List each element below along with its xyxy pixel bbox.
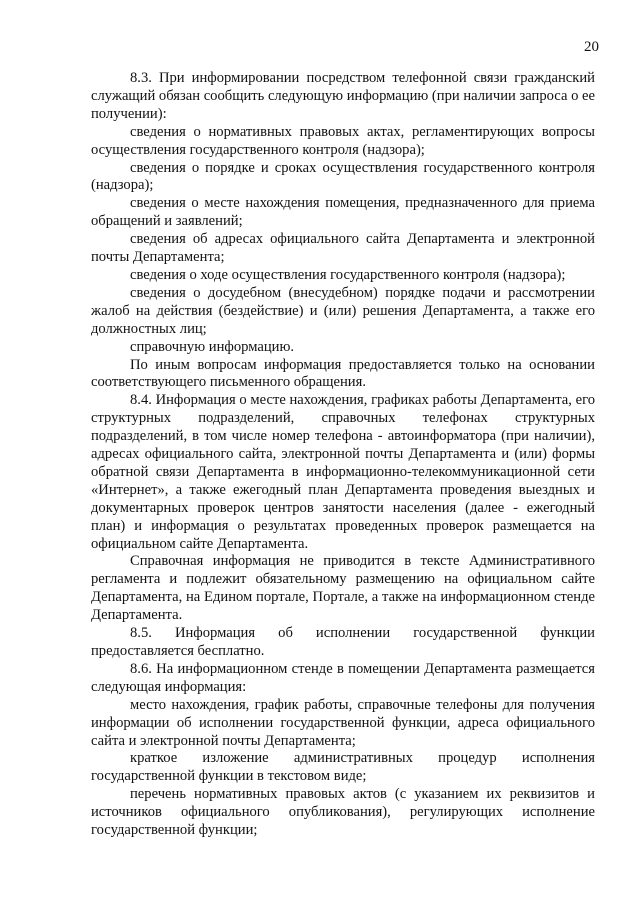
list-item: справочную информацию. [130,338,295,355]
page-number: 20 [584,39,599,55]
list-item: сведения об адресах официального сайта Департамента и электронной почты Департамента; [91,231,595,266]
list-item: перечень нормативных правовых актов (с указанием их реквизитов и источников официального опубликования), регулирующих исполнение государственной функции; [91,786,595,839]
paragraph: По иным вопросам информация предоставляется только на основании соответствующего письменного обращения. [91,356,595,391]
paragraph: Справочная информация не приводится в тексте Административного регламента и подлежит обязательному размещению на официальном сайте Департамента, на Едином портале, Портале, а также на информационном стенде Департамента. [91,553,595,624]
list-item: место нахождения, график работы, справочные телефоны для получения информации об исполнении государственной функции, адреса официального сайта и электронной почты Департамента; [91,696,595,749]
list-item: сведения о досудебном (внесудебном) порядке подачи и рассмотрении жалоб на действия (бездействие) и (или) решения Департамента, а также его должностных лиц; [91,284,595,337]
paragraph-8-5: 8.5. Информация об исполнении государственной функции предоставляется бесплатно. [91,625,595,659]
paragraph-8-4: 8.4. Информация о месте нахождения, графиках работы Департамента, его структурных подразделений, справочных телефонах структурных подразделений, в том числе номер телефона - автоинформатора (при наличии), адресах официального сайта, электронной почты Департамента и (или) формы обратной связи Департамента в информационно-телекоммуникационной сети «Интернет», а также ежегодный план Департамента проведения выездных и документарных проверок центров занятости населения (далее - ежегодный план) и информация о результатах проведенных проверок размещается на официальном сайте Департамента. [91,392,595,552]
list-item: сведения о ходе осуществления государственного контроля (надзора); [130,266,566,283]
list-item: сведения о порядке и сроках осуществления государственного контроля (надзора); [91,159,595,194]
paragraph-8-6: 8.6. На информационном стенде в помещении Департамента размещается следующая информация: [91,660,595,695]
list-item: краткое изложение административных процедур исполнения государственной функции в текстовом виде; [91,750,595,785]
list-item: сведения о нормативных правовых актах, регламентирующих вопросы осуществления государственного контроля (надзора); [91,123,595,158]
document-body [91,70,595,840]
list-item: сведения о месте нахождения помещения, предназначенного для приема обращений и заявлений; [91,195,595,230]
paragraph-8-3: 8.3. При информировании посредством телефонной связи гражданский служащий обязан сообщить следующую информацию (при наличии запроса о ее получении): [91,70,595,122]
